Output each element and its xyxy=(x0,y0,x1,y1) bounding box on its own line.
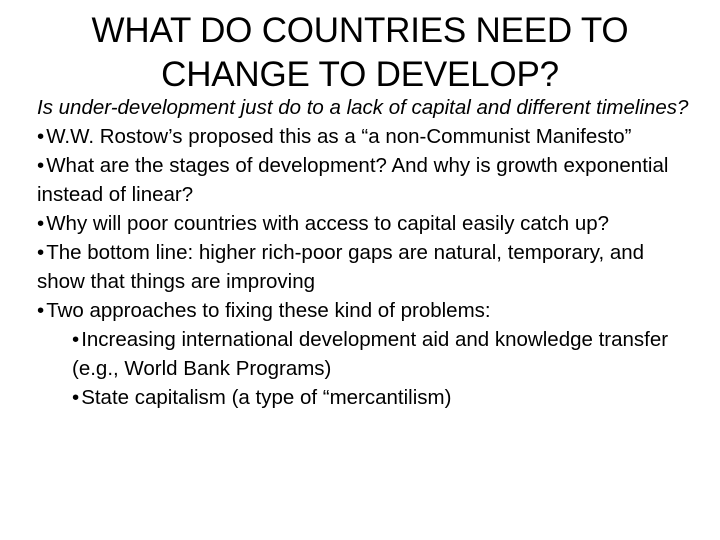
sub-bullet-item xyxy=(37,383,697,412)
bullet-item xyxy=(37,151,697,209)
bullet-text: Why will poor countries with access to capital easily catch up? xyxy=(46,212,610,235)
sub-bullet-text: State capitalism (a type of “mercantilism) xyxy=(81,386,452,409)
bullet-item xyxy=(37,296,697,325)
bullet-marker: • xyxy=(37,299,45,322)
bullet-marker: • xyxy=(37,154,45,177)
slide-body xyxy=(37,93,697,412)
bullet-item xyxy=(37,122,697,151)
sub-bullet-text: Increasing international development aid and knowledge transfer (e.g., World Bank Programs) xyxy=(72,328,669,380)
bullet-marker: • xyxy=(37,212,45,235)
bullet-text: Two approaches to fixing these kind of problems: xyxy=(46,299,491,322)
bullet-item xyxy=(37,238,697,296)
slide-title: WHAT DO COUNTRIES NEED TO CHANGE TO DEVELOP? xyxy=(91,11,629,94)
bullet-text: W.W. Rostow’s proposed this as a “a non-Communist Manifesto” xyxy=(46,125,632,148)
intro-question: Is under-development just do to a lack of capital and different timelines? xyxy=(37,96,689,119)
bullet-marker: • xyxy=(72,328,80,351)
bullet-text: What are the stages of development? And why is growth exponential instead of linear? xyxy=(37,154,669,206)
bullet-marker: • xyxy=(72,386,80,409)
bullet-marker: • xyxy=(37,241,45,264)
bullet-text: The bottom line: higher rich-poor gaps are natural, temporary, and show that things are improving xyxy=(37,241,645,293)
sub-bullet-item xyxy=(37,325,697,383)
bullet-marker: • xyxy=(37,125,45,148)
bullet-item xyxy=(37,209,697,238)
